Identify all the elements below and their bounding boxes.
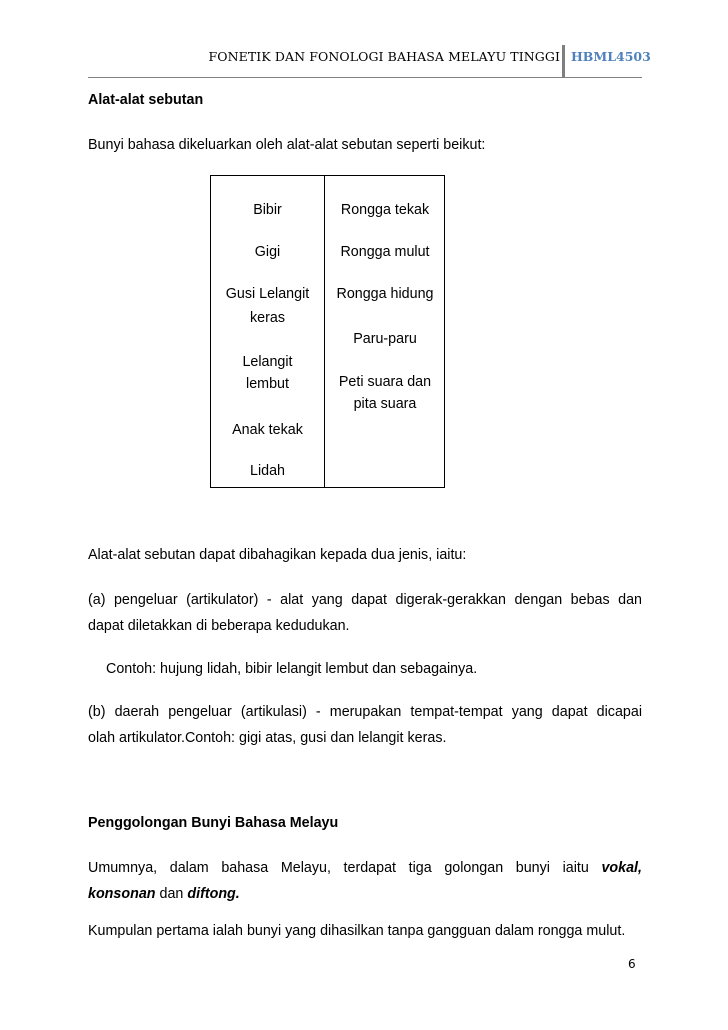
paragraph-golongan-line2 [88, 884, 240, 904]
paragraph-pengeluar-line2: dapat diletakkan di beberapa kedudukan. [88, 618, 350, 634]
articulator-table [210, 175, 445, 488]
header-title: FONETIK DAN FONOLOGI BAHASA MELAYU TINGGI [208, 49, 560, 64]
konsonan-term: konsonan [88, 886, 156, 902]
header-rule [88, 77, 642, 78]
table-cell: Lelangit [242, 354, 293, 370]
paragraph-kumpulan-pertama: Kumpulan pertama ialah bunyi yang dihasilkan tanpa gangguan dalam rongga mulut. [88, 923, 626, 939]
table-cell: Lidah [250, 463, 285, 479]
paragraph-daerah-line1: (b) daerah pengeluar (artikulasi) - merupakan tempat-tempat yang dapat dicapai [88, 704, 642, 720]
table-cell: Gigi [254, 244, 281, 260]
page-header [0, 41, 728, 77]
section-heading-penggolongan: Penggolongan Bunyi Bahasa Melayu [88, 815, 339, 831]
golongan-text: Umumnya, dalam bahasa Melayu, terdapat tiga golongan bunyi iaitu [88, 860, 589, 876]
header-course-code: HBML4503 [571, 49, 651, 64]
table-cell: lembut [246, 376, 289, 392]
table-cell: Anak tekak [232, 422, 303, 438]
paragraph-contoh: Contoh: hujung lidah, bibir lelangit lembut dan sebagainya. [106, 661, 478, 677]
table-cell: Peti suara dan [338, 374, 432, 390]
table-cell: Gusi Lelangit [225, 286, 310, 302]
table-cell: Rongga hidung [336, 286, 434, 302]
table-cell: Rongga mulut [340, 244, 430, 260]
page-number: 6 [628, 957, 636, 971]
paragraph-two-types: Alat-alat sebutan dapat dibahagikan kepada dua jenis, iaitu: [88, 547, 467, 563]
table-cell: Rongga tekak [340, 202, 430, 218]
table-cell: Paru-paru [353, 331, 417, 347]
table-cell: pita suara [353, 396, 417, 412]
vokal-term: vokal, [601, 860, 642, 876]
dan-text: dan [159, 886, 184, 902]
paragraph-golongan-line1 [88, 858, 642, 878]
header-separator [562, 45, 565, 77]
table-cell: keras [250, 310, 285, 326]
section-heading-alat-sebutan: Alat-alat sebutan [88, 92, 204, 108]
intro-paragraph: Bunyi bahasa dikeluarkan oleh alat-alat sebutan seperti beikut: [88, 137, 486, 153]
table-cell: Bibir [253, 202, 282, 218]
paragraph-daerah-line2: olah artikulator.Contoh: gigi atas, gusi dan lelangit keras. [88, 730, 447, 746]
paragraph-pengeluar-line1: (a) pengeluar (artikulator) - alat yang dapat digerak-gerakkan dengan bebas dan [88, 592, 642, 608]
diftong-term: diftong. [187, 886, 240, 902]
